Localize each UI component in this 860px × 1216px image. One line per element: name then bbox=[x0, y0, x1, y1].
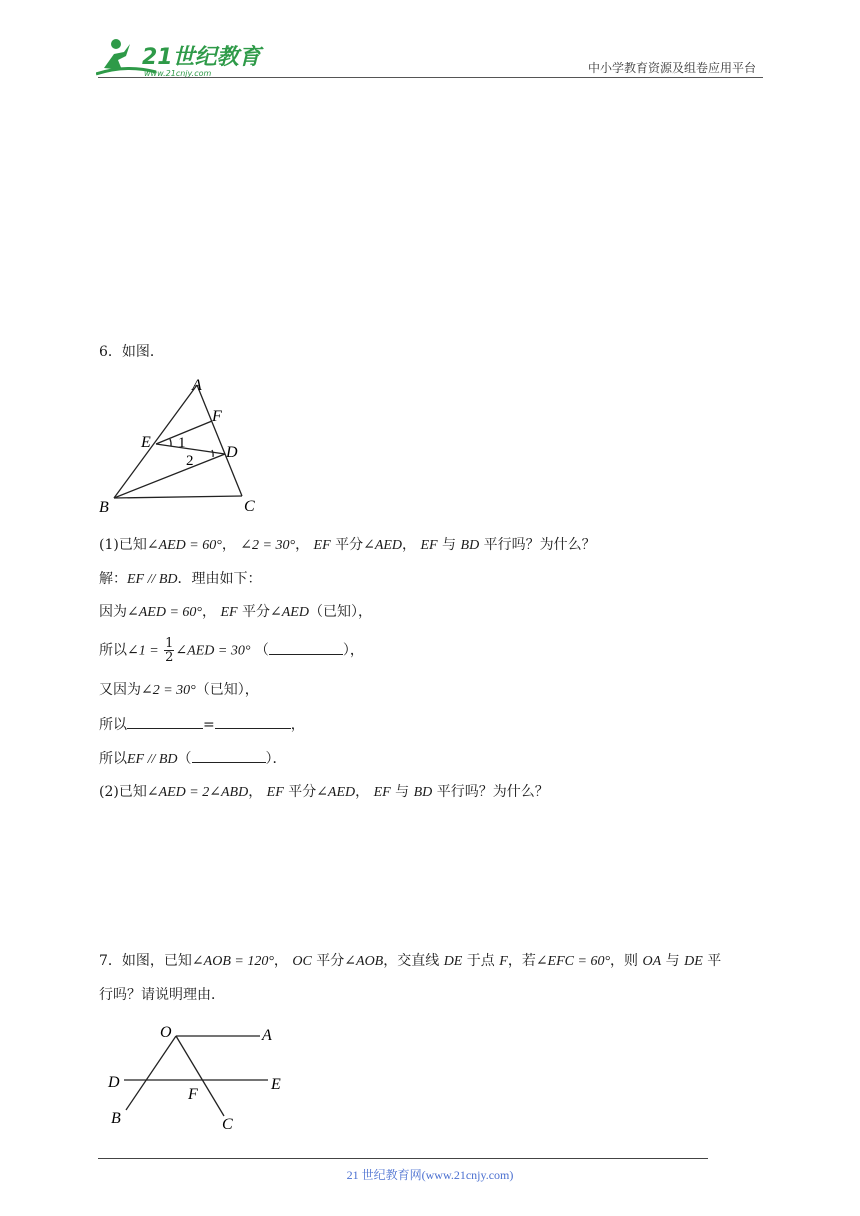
q6-label-B: B bbox=[99, 499, 109, 516]
q6-label-one: 1 bbox=[178, 435, 186, 451]
footer-link[interactable]: 21 世纪教育网(www.21cnjy.com) bbox=[346, 1168, 514, 1182]
q7-label-F: F bbox=[188, 1086, 198, 1103]
q6-solution-line2: 因为∠AED = 60°， EF 平分∠AED（已知）， bbox=[99, 604, 372, 620]
q6-label-E: E bbox=[141, 434, 151, 451]
answer-blank-2[interactable] bbox=[127, 714, 203, 729]
header-divider bbox=[98, 77, 763, 78]
platform-name: 中小学教育资源及组卷应用平台 bbox=[587, 61, 756, 75]
q6-part1-question: (1)已知∠AED = 60°， ∠2 = 30°， EF 平分∠AED， EF 与 BD 平行吗？为什么？ bbox=[99, 537, 596, 553]
q7-question-line2: 行吗？请说明理由． bbox=[99, 987, 225, 1003]
q6-heading: 6．如图． bbox=[99, 344, 164, 360]
q7-question-line1: 7．如图，已知∠AOB = 120°， OC 平分∠AOB，交直线 DE 于点 F，若∠EFC = 60°，则 OA 与 DE 平 bbox=[99, 953, 722, 969]
q6-solution-line1: 解：EF // BD．理由如下： bbox=[99, 571, 262, 587]
q7-label-B: B bbox=[111, 1110, 121, 1127]
q6-triangle-figure bbox=[96, 374, 266, 516]
q6-label-D: D bbox=[226, 444, 238, 461]
q6-solution-line6: 所以EF // BD（ ）． bbox=[99, 748, 287, 770]
q6-label-C: C bbox=[244, 498, 255, 515]
logo-text: 21世纪教育 bbox=[142, 45, 261, 70]
fraction-one-half: $\frac{1}{2}$ bbox=[165, 636, 174, 665]
q6-label-two: 2 bbox=[186, 453, 194, 469]
q6-solution-line3: 所以∠1 = $\frac{1}{2}$ ∠AED = 30° （ ）， bbox=[99, 636, 364, 665]
q7-label-A: A bbox=[262, 1027, 272, 1044]
answer-blank-1[interactable] bbox=[269, 640, 343, 655]
q6-solution-line5: 所以 = ， bbox=[99, 714, 305, 735]
q7-label-D: D bbox=[108, 1074, 120, 1091]
q7-label-C: C bbox=[222, 1116, 233, 1133]
q6-label-F: F bbox=[212, 408, 222, 425]
answer-blank-3[interactable] bbox=[215, 714, 291, 729]
q7-label-E: E bbox=[271, 1076, 281, 1093]
q6-label-A: A bbox=[192, 377, 202, 394]
site-logo bbox=[96, 34, 266, 80]
q6-solution-line4: 又因为∠2 = 30°（已知）， bbox=[99, 682, 259, 698]
footer-divider bbox=[98, 1158, 708, 1159]
q6-part2-question: (2)已知∠AED = 2∠ABD， EF 平分∠AED， EF 与 BD 平行吗？为什么？ bbox=[99, 784, 549, 800]
logo-url: www.21cnjy.com bbox=[144, 69, 212, 78]
q7-label-O: O bbox=[160, 1024, 172, 1041]
q7-lines-figure bbox=[100, 1018, 300, 1138]
answer-blank-4[interactable] bbox=[192, 748, 266, 763]
